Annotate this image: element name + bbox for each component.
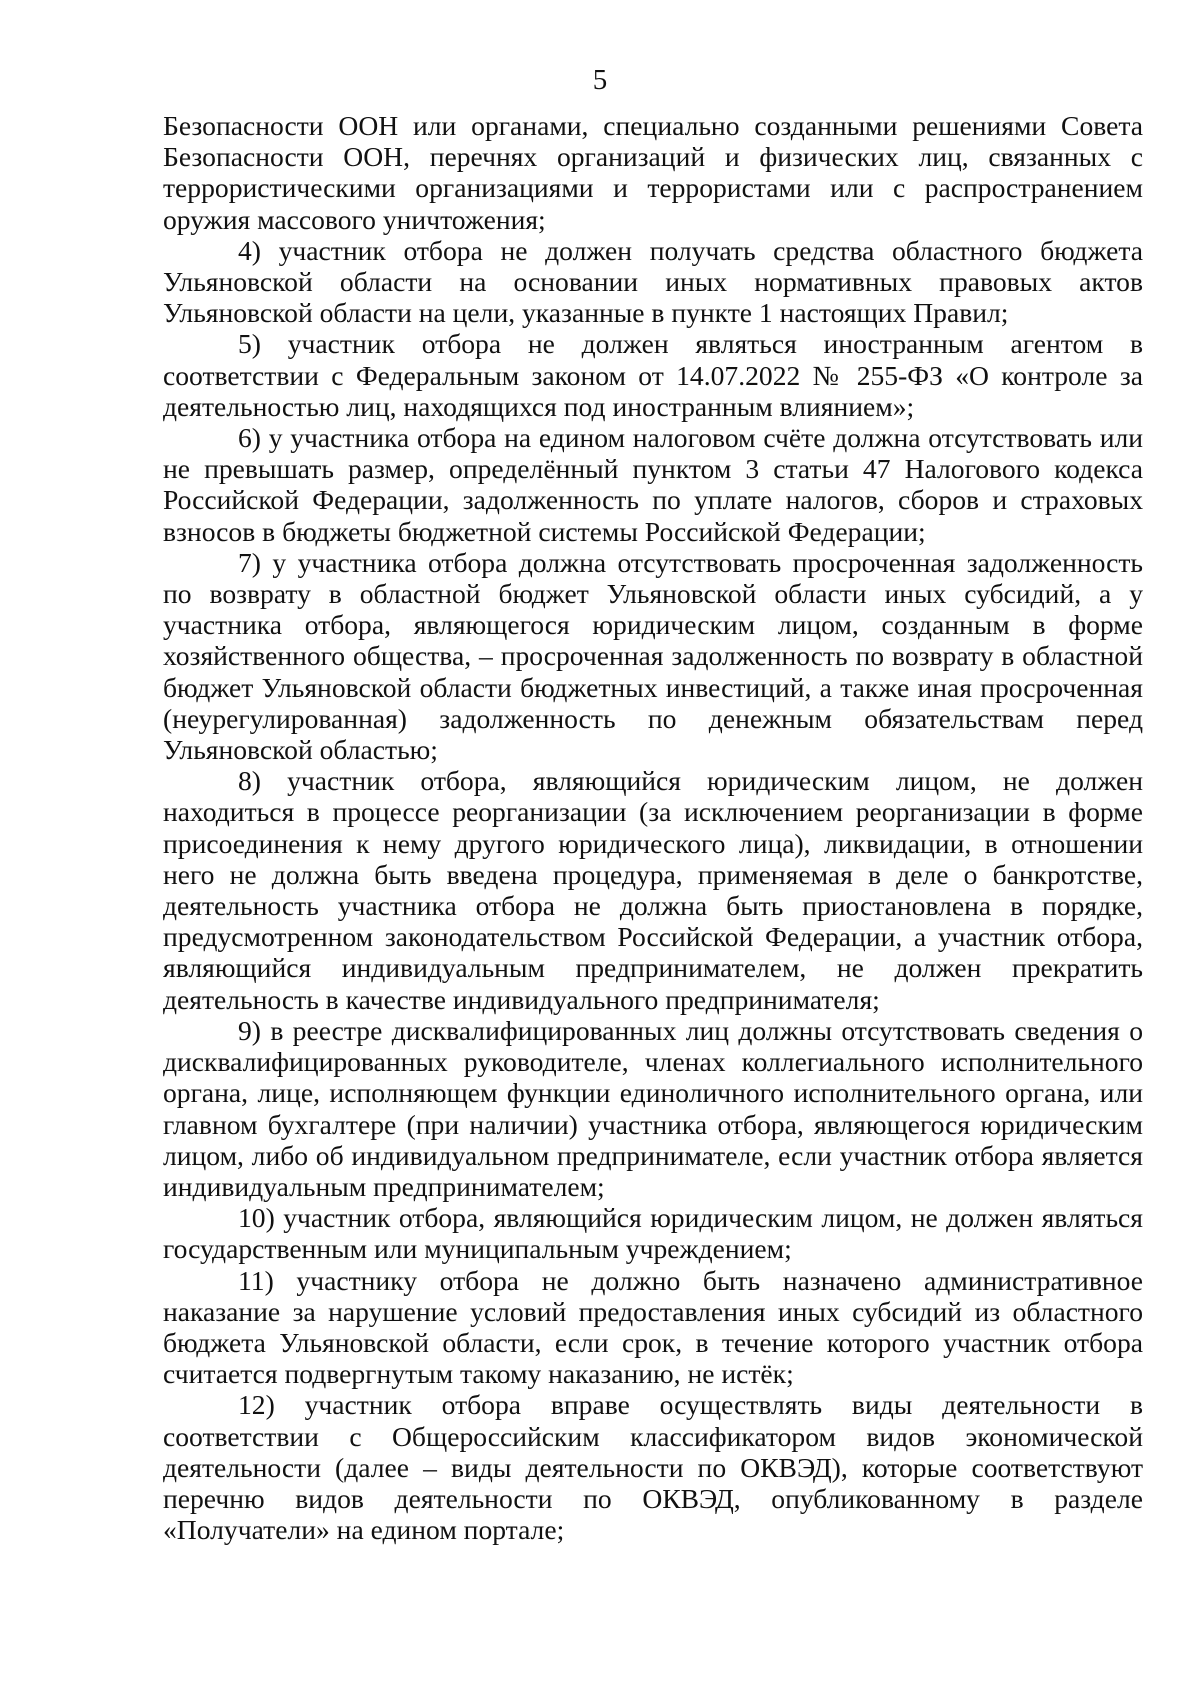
paragraph-item-11: 11) участнику отбора не должно быть назначено административное наказание за нарушение условий предоставления иных субсидий из областного бюджета Ульяновской области, если срок, в течение которого участник отбора считается подвергнутым такому наказанию, не истёк; xyxy=(163,1264,1143,1390)
paragraph-item-9: 9) в реестре дисквалифицированных лиц должны отсутствовать сведения о дисквалифицированных руководителе, членах коллегиального исполнительного органа, лице, исполняющем функции единоличного исполнительного органа, или главном бухгалтере (при наличии) участника отбора, являющегося юридическим лицом, либо об индивидуальном предпринимателе, если участник отбора является индивидуальным предпринимателем; xyxy=(163,1014,1143,1202)
paragraph-item-12: 12) участник отбора вправе осуществлять виды деятельности в соответствии с Общероссийским классификатором видов экономической деятельности (далее – виды деятельности по ОКВЭД), которые соответствуют перечню видов деятельности по ОКВЭД, опубликованному в разделе «Получатели» на едином портале; xyxy=(163,1389,1143,1546)
page-number: 5 xyxy=(592,64,608,96)
paragraph-continuation: Безопасности ООН или органами, специально созданными решениями Совета Безопасности ООН, перечнях организаций и физических лиц, связанных с террористическими организациями и террористами или с распространением оружия массового уничтожения; xyxy=(163,110,1143,235)
document-body xyxy=(163,110,1143,1545)
paragraph-item-6: 6) у участника отбора на едином налоговом счёте должна отсутствовать или не превышать размер, определённый пунктом 3 статьи 47 Налогового кодекса Российской Федерации, задолженность по уплате налогов, сборов и страховых взносов в бюджеты бюджетной системы Российской Федерации; xyxy=(163,422,1143,547)
paragraph-item-10: 10) участник отбора, являющийся юридическим лицом, не должен являться государственным или муниципальным учреждением; xyxy=(163,1202,1143,1265)
paragraph-item-8: 8) участник отбора, являющийся юридическим лицом, не должен находиться в процессе реорганизации (за исключением реорганизации в форме присоединения к нему другого юридического лица), ликвидации, в отношении него не должна быть введена процедура, применяемая в деле о банкротстве, деятельность участника отбора не должна быть приостановлена в порядке, предусмотренном законодательством Российской Федерации, а участник отбора, являющийся индивидуальным предпринимателем, не должен прекратить деятельность в качестве индивидуального предпринимателя; xyxy=(163,765,1143,1015)
paragraph-item-4: 4) участник отбора не должен получать средства областного бюджета Ульяновской области на основании иных нормативных правовых актов Ульяновской области на цели, указанные в пункте 1 настоящих Правил; xyxy=(163,234,1143,329)
paragraph-item-5: 5) участник отбора не должен являться иностранным агентом в соответствии с Федеральным законом от 14.07.2022 № 255-ФЗ «О контроле за деятельностью лиц, находящихся под иностранным влиянием»; xyxy=(163,328,1143,422)
paragraph-item-7: 7) у участника отбора должна отсутствовать просроченная задолженность по возврату в областной бюджет Ульяновской области иных субсидий, а у участника отбора, являющегося юридическим лицом, созданным в форме хозяйственного общества, – просроченная задолженность по возврату в областной бюджет Ульяновской области бюджетных инвестиций, а также иная просроченная (неурегулированная) задолженность по денежным обязательствам перед Ульяновской областью; xyxy=(163,546,1143,766)
